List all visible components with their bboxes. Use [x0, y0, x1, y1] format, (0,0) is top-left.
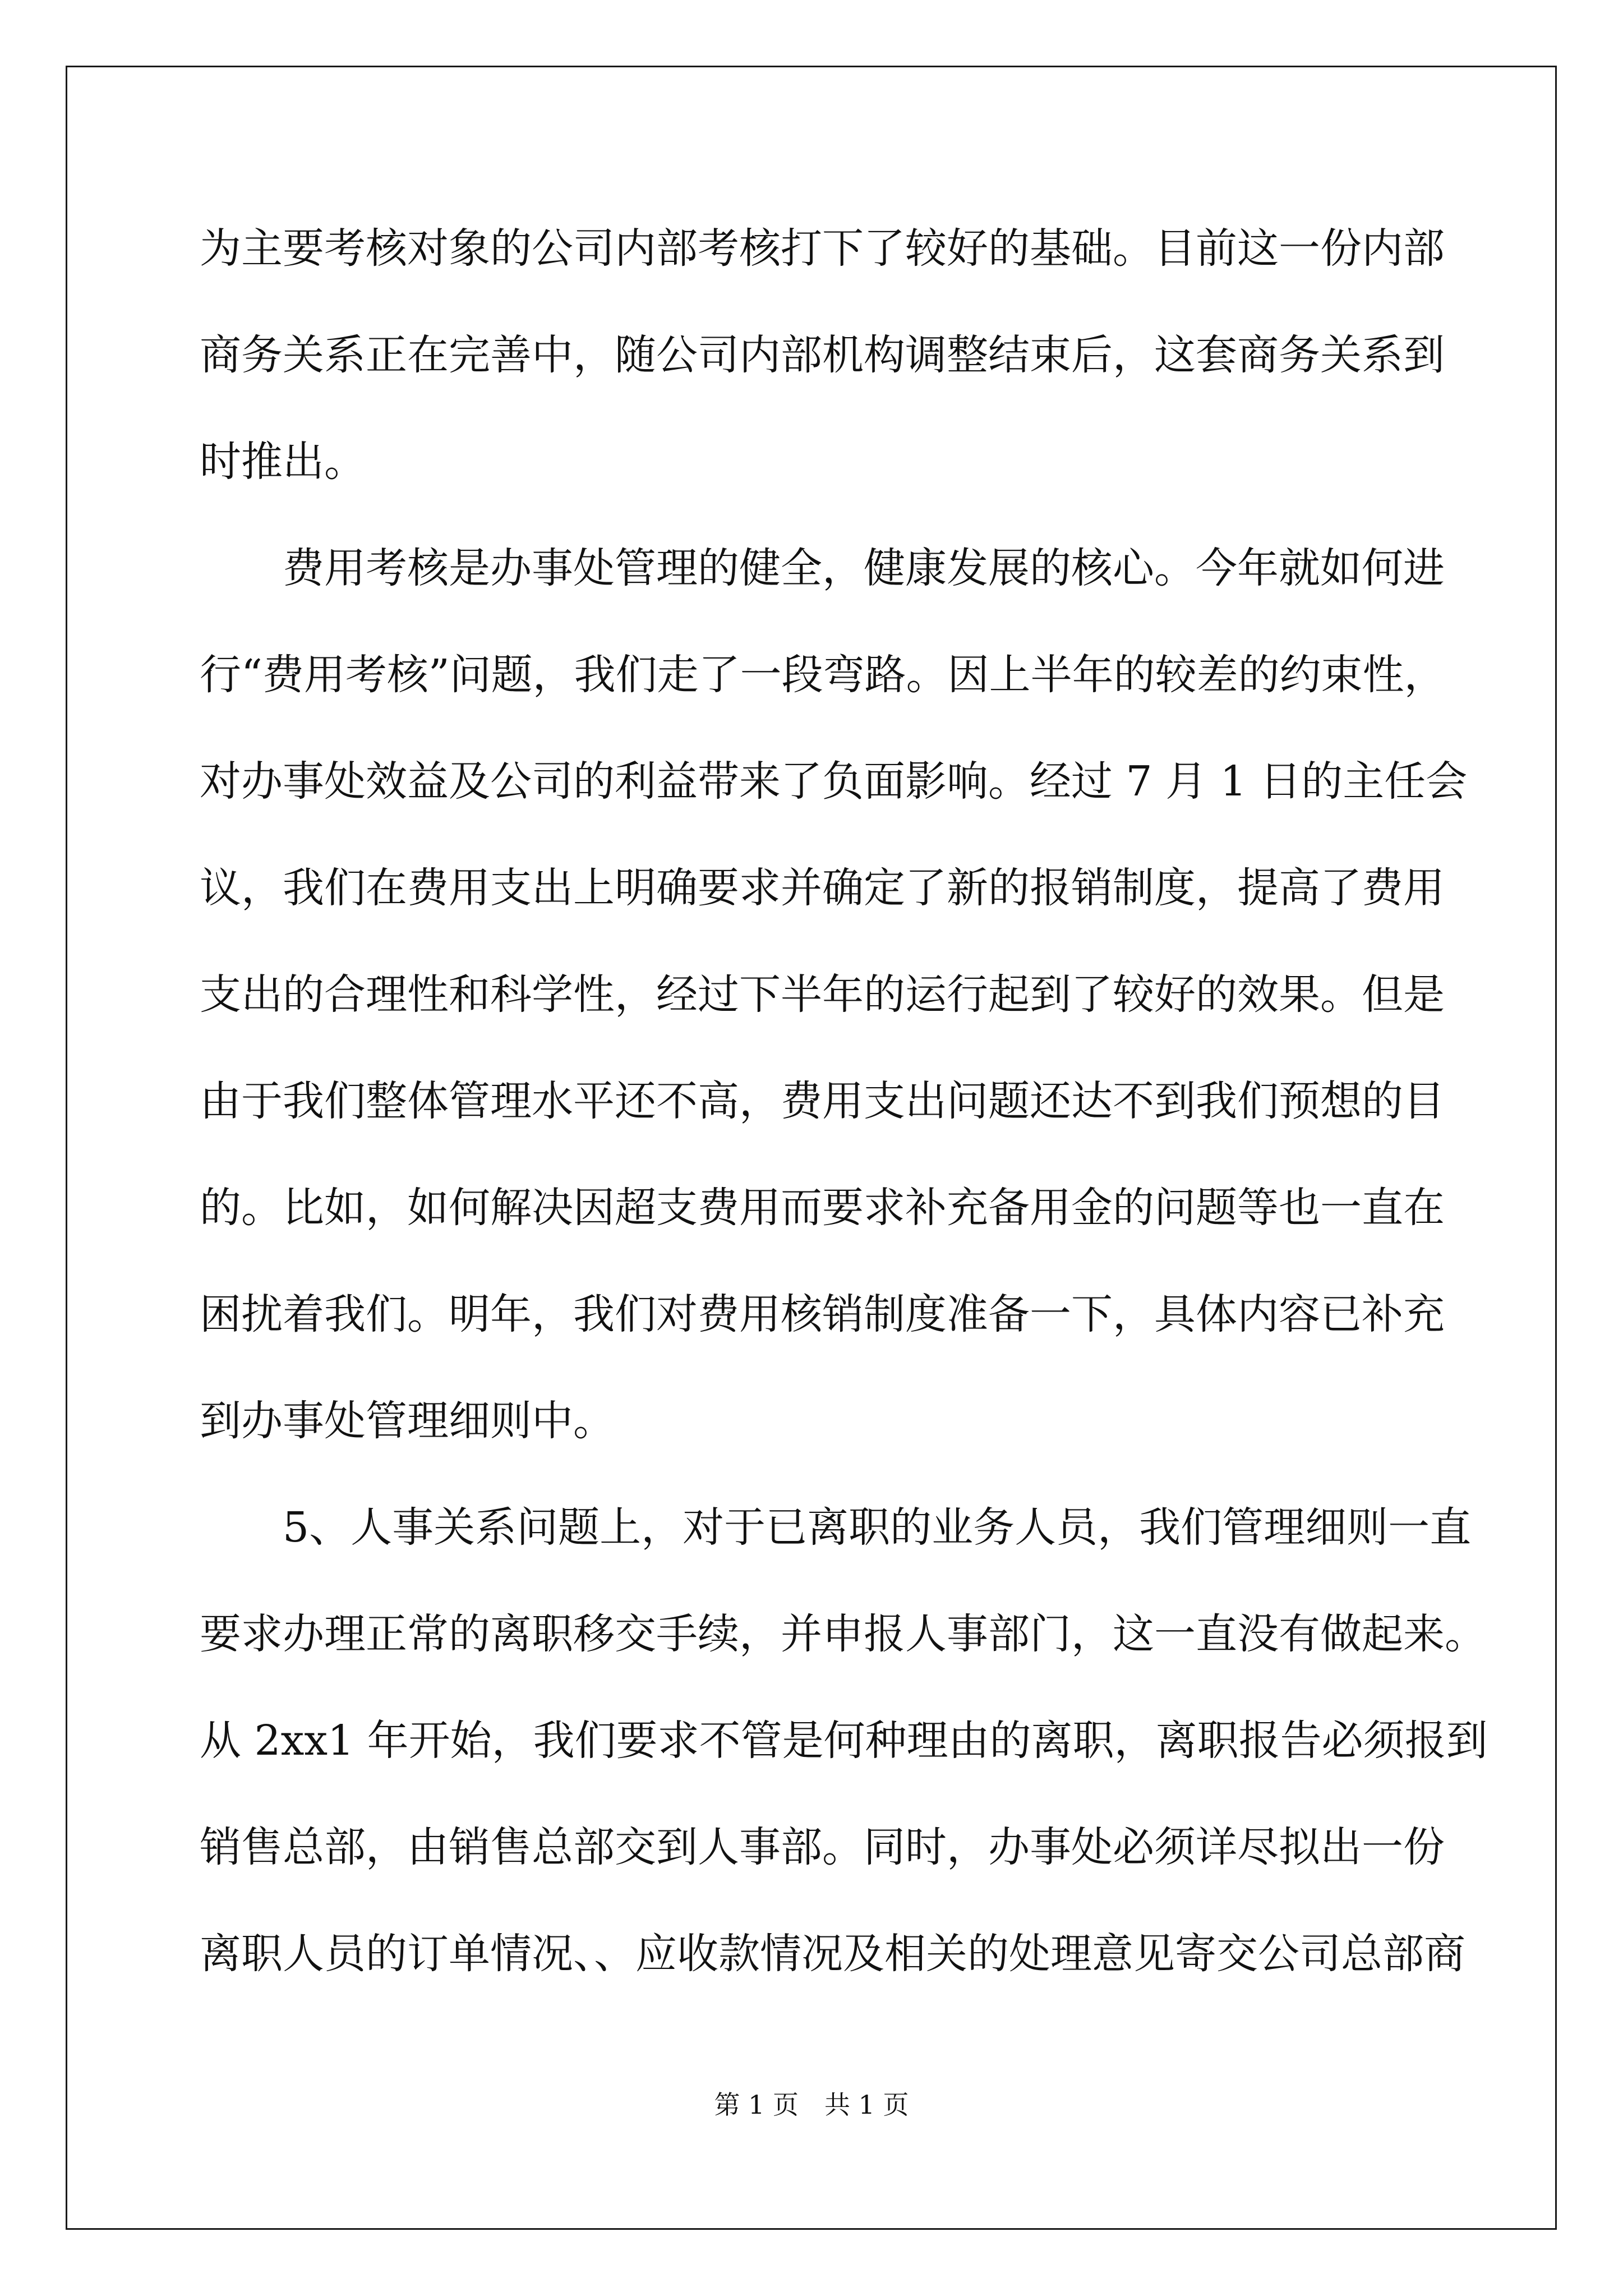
text-line: 时推出。: [200, 438, 366, 486]
document-body: [200, 219, 1488, 2031]
text-line: 离职人员的订单情况、、应收款情况及相关的处理意见寄交公司总部商: [200, 1930, 1465, 1978]
text-line: 困扰着我们。明年，我们对费用核销制度准备一下，具体内容已补充: [200, 1290, 1445, 1338]
paragraph-first-line: 费用考核是办事处管理的健全，健康发展的核心。今年就如何进: [283, 544, 1445, 592]
page-number: 第 1 页: [714, 2090, 799, 2120]
page-total: 共 1 页: [824, 2090, 909, 2120]
text-line: 对办事处效益及公司的利益带来了负面影响。经过 7 月 1 日的主任会: [200, 757, 1468, 806]
text-line: 由于我们整体管理水平还不高，费用支出问题还达不到我们预想的目: [200, 1077, 1445, 1125]
text-line: 从 2xx1 年开始，我们要求不管是何种理由的离职，离职报告必须报到: [200, 1717, 1488, 1765]
text-line: 销售总部，由销售总部交到人事部。同时，办事处必须详尽拟出一份: [200, 1823, 1445, 1871]
text-line: 为主要考核对象的公司内部考核打下了较好的基础。目前这一份内部: [200, 224, 1445, 273]
text-line: 的。比如，如何解决因超支费用而要求补充备用金的问题等也一直在: [200, 1184, 1445, 1232]
text-line: 议，我们在费用支出上明确要求并确定了新的报销制度，提高了费用: [200, 864, 1445, 912]
page-footer: [0, 2088, 1623, 2122]
text-line: 行“费用考核”问题，我们走了一段弯路。因上半年的较差的约束性，: [200, 651, 1446, 699]
paragraph-first-line: 5、人事关系问题上，对于已离职的业务人员，我们管理细则一直: [283, 1503, 1472, 1552]
text-line: 商务关系正在完善中，随公司内部机构调整结束后，这套商务关系到: [200, 331, 1445, 379]
text-line: 要求办理正常的离职移交手续，并申报人事部门，这一直没有做起来。: [200, 1610, 1486, 1658]
text-line: 支出的合理性和科学性，经过下半年的运行起到了较好的效果。但是: [200, 970, 1445, 1019]
text-line: 到办事处管理细则中。: [200, 1397, 615, 1445]
